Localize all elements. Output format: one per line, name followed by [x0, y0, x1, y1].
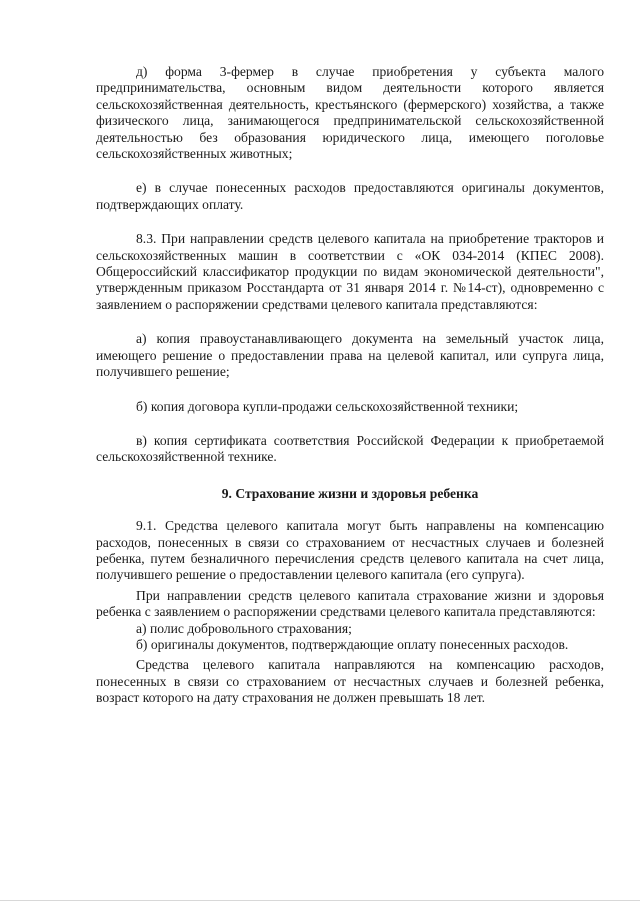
page-bottom-rule	[0, 900, 640, 901]
paragraph-v-certificate-copy: в) копия сертификата соответствия Российской Федерации к приобретаемой сельскохозяйственной технике.	[96, 432, 604, 465]
paragraph-9-a-policy: а) полис добровольного страхования;	[136, 620, 352, 636]
document-body	[96, 64, 604, 707]
section-9-heading: 9. Страхование жизни и здоровья ребенка	[221, 485, 479, 501]
paragraph-9-compensation-age: Средства целевого капитала направляются на компенсацию расходов, понесенных в связи со страхованием от несчастных случаев и болезней ребенка, возраст которого на дату страхования не должен превышать 18 лет.	[96, 657, 604, 706]
paragraph-9-1: 9.1. Средства целевого капитала могут быть направлены на компенсацию расходов, понесенных в связи со страхованием от несчастных случаев и болезней ребенка, путем безналичного перечисления средств целевого капитала на счет лица, получившего решение о предоставлении целевого капитала (его супруга).	[96, 518, 604, 583]
paragraph-8-3: 8.3. При направлении средств целевого капитала на приобретение тракторов и сельскохозяйственных машин в соответствии с «ОК 034-2014 (КПЕС 2008). Общероссийский классификатор продукции по видам экономической деятельности", утвержденным приказом Росстандарта от 31 января 2014 г. №14-ст), одновременно с заявлением о распоряжении средствами целевого капитала представляются:	[96, 231, 604, 312]
paragraph-e-originals: е) в случае понесенных расходов предоставляются оригиналы документов, подтверждающих оплату.	[96, 180, 604, 212]
paragraph-b-contract-copy: б) копия договора купли-продажи сельскохозяйственной техники;	[136, 398, 519, 414]
paragraph-9-b-payment-originals: б) оригиналы документов, подтверждающие оплату понесенных расходов.	[136, 636, 569, 652]
paragraph-d-form-3-fermer: д) форма 3-фермер в случае приобретения у субъекта малого предпринимательства, основным видом деятельности которого является сельскохозяйственная деятельность, крестьянского (фермерского) хозяйства, а также физического лица, занимающегося предпринимательской сельскохозяйственной деятельностью без образования юридического лица, имеющего поголовье сельскохозяйственных животных;	[96, 64, 604, 162]
paragraph-9-insurance-documents: При направлении средств целевого капитала страхование жизни и здоровья ребенка с заявлением о распоряжении средствами целевого капитала представляются:	[96, 587, 604, 620]
paragraph-a-land-copy: а) копия правоустанавливающего документа на земельный участок лица, имеющего решение о предоставлении права на целевой капитал, или супруга лица, получившего решение;	[96, 331, 604, 380]
